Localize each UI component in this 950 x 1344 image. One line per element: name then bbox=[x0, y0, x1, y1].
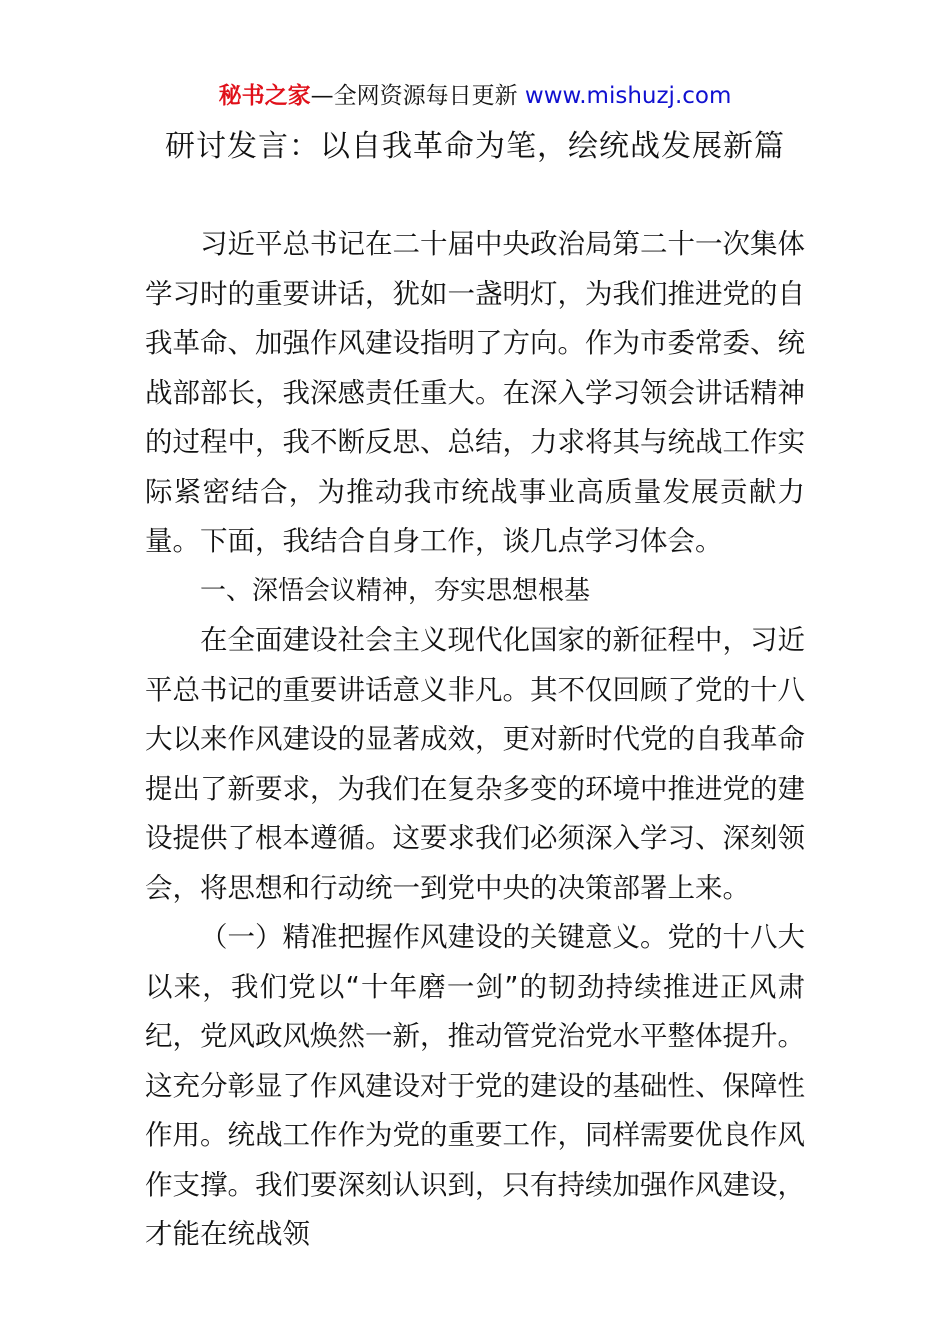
brand-name: 秘书之家 bbox=[218, 83, 311, 109]
paragraph-intro: 习近平总书记在二十届中央政治局第二十一次集体学习时的重要讲话，犹如一盏明灯，为我们推进党的自我革命、加强作风建设指明了方向。作为市委常委、统战部部长，我深感责任重大。在深入学习领会讲话精神的过程中，我不断反思、总结，力求将其与统战工作实际紧密结合，为推动我市统战事业高质量发展贡献力量。下面，我结合自身工作，谈几点学习体会。 bbox=[145, 228, 805, 557]
paragraph-subsection-1: （一）精准把握作风建设的关键意义。党的十八大以来，我们党以“十年磨一剑”的韧劲持续推进正风肃纪，党风政风焕然一新，推动管党治党水平整体提升。这充分彰显了作风建设对于党的建设的基础性、保障性作用。统战工作作为党的重要工作，同样需要优良作风作支撑。我们要深刻认识到，只有持续加强作风建设，才能在统战领 bbox=[145, 921, 805, 1250]
website-link[interactable]: www.mishuzj.com bbox=[517, 83, 732, 109]
header-slogan: —全网资源每日更新 bbox=[310, 83, 518, 109]
document-body bbox=[145, 220, 805, 1260]
section-heading-1: 一、深悟会议精神，夯实思想根基 bbox=[200, 575, 591, 606]
paragraph-section-1: 在全面建设社会主义现代化国家的新征程中，习近平总书记的重要讲话意义非凡。其不仅回顾了党的十八大以来作风建设的显著成效，更对新时代党的自我革命提出了新要求，为我们在复杂多变的环境中推进党的建设提供了根本遵循。这要求我们必须深入学习、深刻领会，将思想和行动统一到党中央的决策部署上来。 bbox=[145, 624, 805, 904]
document-title: 研讨发言：以自我革命为笔，绘统战发展新篇 bbox=[165, 129, 785, 164]
site-header bbox=[0, 80, 950, 112]
